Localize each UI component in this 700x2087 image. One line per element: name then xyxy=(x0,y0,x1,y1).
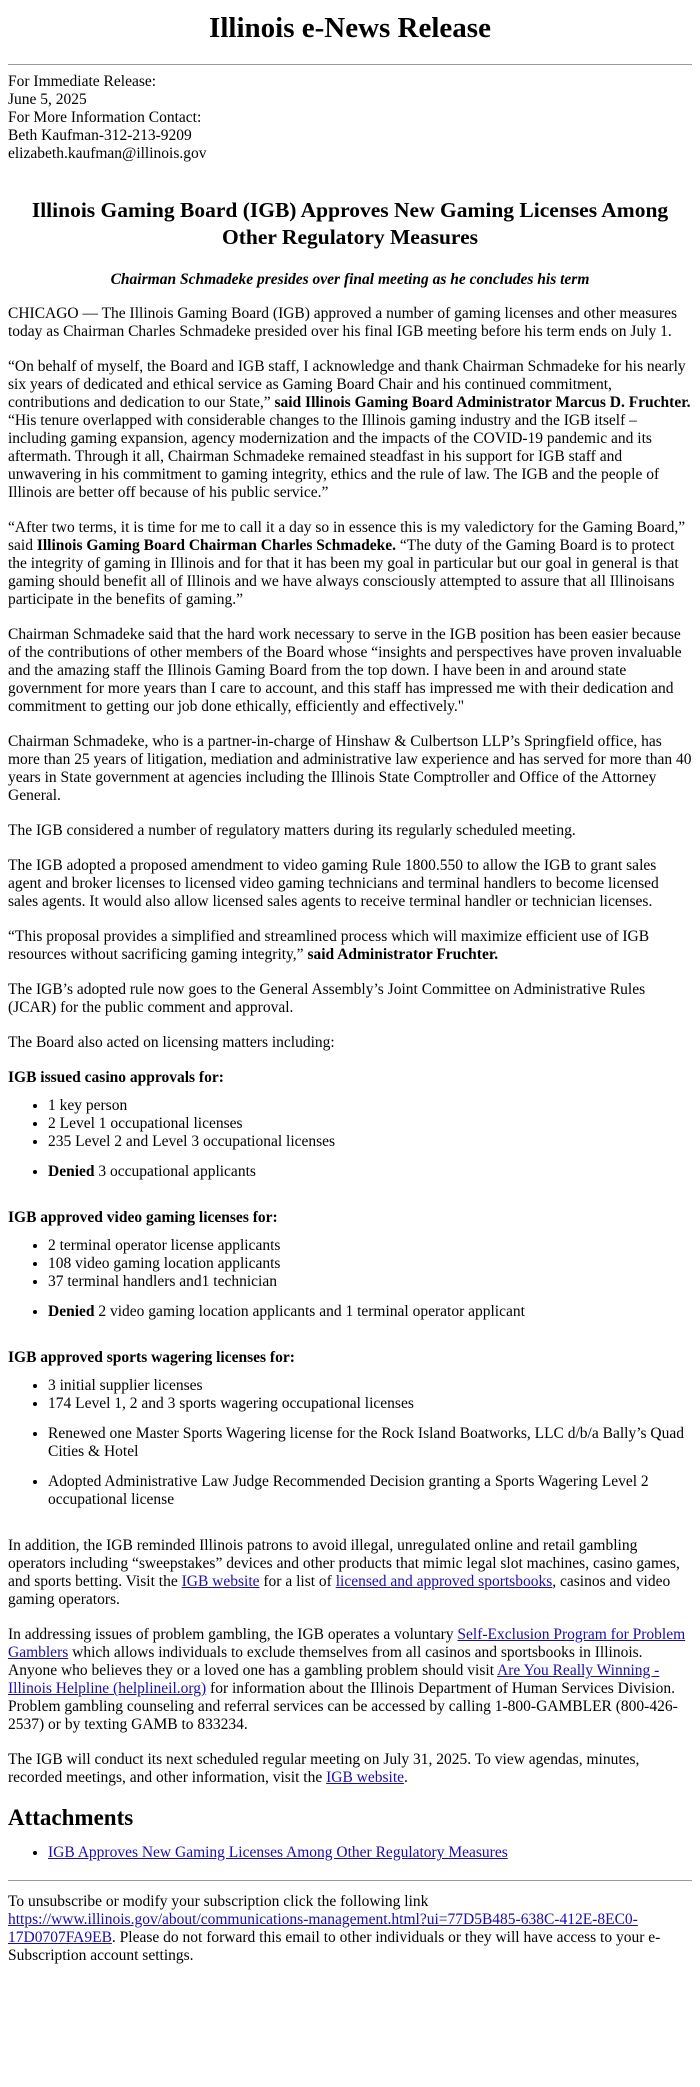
problem-gambling-paragraph xyxy=(8,1626,692,1734)
list-item: • 235 Level 2 and Level 3 occupational licenses xyxy=(48,1133,692,1151)
quote-text: “This proposal provides a simplified and streamlined process which will maximize efficient use of IGB resources without sacrificing gaming integrity,” xyxy=(8,928,650,963)
attachments-heading: Attachments xyxy=(8,1805,134,1830)
paragraph-text: for a list of xyxy=(263,1573,332,1590)
unsubscribe-paragraph xyxy=(8,1893,692,1965)
info-label: For More Information Contact: xyxy=(8,109,202,126)
contact-name: Beth Kaufman-312-213-9209 xyxy=(8,127,192,144)
attachment-item xyxy=(48,1844,692,1862)
denied-label: Denied xyxy=(48,1163,95,1180)
contact-block xyxy=(8,73,692,163)
quote-text: “The duty of the Gaming Board is to protect the integrity of gaming in Illinois and for that it has been my goal in particular but our goal in general is that gaming should benefit all of Illinois and we have always consciously attempted to assure that all Illinoisans participate in the benefits of gaming.” xyxy=(8,537,679,608)
list-item: • 174 Level 1, 2 and 3 sports wagering occupational licenses xyxy=(48,1395,692,1413)
quote-paragraph xyxy=(8,519,692,609)
paragraph-text: In addressing issues of problem gambling, the IGB operates a voluntary xyxy=(8,1626,454,1643)
list-item: • Adopted Administrative Law Judge Recommended Decision granting a Sports Wagering Level 2 occupational license xyxy=(48,1473,692,1509)
paragraph-text: for information about the Illinois Department of Human Services Division. Problem gambling counseling and referral services can be accessed by calling 1-800-GAMBLER (800-426-2537) or by texting GAMB to 833234. xyxy=(8,1680,678,1733)
attribution: said Illinois Gaming Board Administrator Marcus D. Fruchter. xyxy=(274,394,691,411)
quote-text: “On behalf of myself, the Board and IGB staff, I acknowledge and thank Chairman Schmadeke for his nearly six years of dedicated and ethical service as Gaming Board Chair and his continued commitment, contributions and dedication to our State,” xyxy=(8,358,686,411)
paragraph: The IGB considered a number of regulatory matters during its regularly scheduled meeting. xyxy=(8,822,576,839)
attachment-link[interactable]: IGB Approves New Gaming Licenses Among Other Regulatory Measures xyxy=(48,1844,508,1861)
release-date: June 5, 2025 xyxy=(8,91,87,108)
divider xyxy=(8,64,692,65)
quote-paragraph xyxy=(8,358,692,502)
helpline-link[interactable]: Are You Really Winning - Illinois Helpline (helplineil.org) xyxy=(8,1662,660,1697)
video-denied-list xyxy=(8,1303,692,1321)
paragraph-text: To unsubscribe or modify your subscription click the following link xyxy=(8,1893,429,1910)
list-item: • 3 initial supplier licenses xyxy=(48,1377,692,1395)
divider xyxy=(8,1880,692,1881)
denied-text: 2 video gaming location applicants and 1 terminal operator applicant xyxy=(98,1303,525,1320)
video-heading: IGB approved video gaming licenses for: xyxy=(8,1209,278,1226)
list-item xyxy=(48,1303,692,1321)
casino-heading: IGB issued casino approvals for: xyxy=(8,1069,224,1086)
contact-email: elizabeth.kaufman@illinois.gov xyxy=(8,145,207,162)
attachments-list xyxy=(8,1844,692,1862)
next-meeting-paragraph xyxy=(8,1751,692,1787)
release-label: For Immediate Release: xyxy=(8,73,157,90)
list-item xyxy=(48,1163,692,1181)
denied-text: 3 occupational applicants xyxy=(98,1163,256,1180)
paragraph: The IGB’s adopted rule now goes to the General Assembly’s Joint Committee on Administrative Rules (JCAR) for the public comment and approval. xyxy=(8,981,646,1016)
list-item: • 2 Level 1 occupational licenses xyxy=(48,1115,692,1133)
list-item: • 1 key person xyxy=(48,1097,692,1115)
self-exclusion-link[interactable]: Self-Exclusion Program for Problem Gamblers xyxy=(8,1626,686,1661)
sportsbooks-link[interactable]: licensed and approved sportsbooks xyxy=(335,1573,553,1590)
paragraph-text: . Please do not forward this email to other individuals or they will have access to your e-Subscription account settings. xyxy=(8,1929,661,1964)
sports-extra-list xyxy=(8,1425,692,1509)
paragraph: The Board also acted on licensing matters including: xyxy=(8,1034,335,1051)
paragraph-text: In addition, the IGB reminded Illinois patrons to avoid illegal, unregulated online and retail gambling operators including “sweepstakes” devices and other products that mimic legal slot machines, casino games, and sports betting. Visit the xyxy=(8,1537,680,1590)
video-list xyxy=(8,1237,692,1291)
paragraph-text: The IGB will conduct its next scheduled regular meeting on July 31, 2025. To view agendas, minutes, recorded meetings, and other information, visit the xyxy=(8,1751,640,1786)
unsubscribe-link[interactable]: https://www.illinois.gov/about/communications-management.html?ui=77D5B485-638C-412E-8EC0-17D0707FA9EB xyxy=(8,1911,638,1946)
list-item: • 37 terminal handlers and1 technician xyxy=(48,1273,692,1291)
igb-website-link[interactable]: IGB website xyxy=(181,1573,260,1590)
quote-paragraph xyxy=(8,928,692,964)
patron-warning-paragraph xyxy=(8,1537,692,1609)
sports-list xyxy=(8,1377,692,1413)
paragraph: CHICAGO — The Illinois Gaming Board (IGB) approved a number of gaming licenses and other measures today as Chairman Charles Schmadeke presided over his final IGB meeting before his term ends on July 1. xyxy=(8,305,678,340)
denied-label: Denied xyxy=(48,1303,95,1320)
list-item: • 108 video gaming location applicants xyxy=(48,1255,692,1273)
banner-title: Illinois e-News Release xyxy=(209,12,491,44)
paragraph-text: , casinos and video gaming operators. xyxy=(8,1573,671,1608)
subheadline: Chairman Schmadeke presides over final meeting as he concludes his term xyxy=(110,271,590,288)
igb-website-link[interactable]: IGB website xyxy=(326,1769,405,1786)
attribution: said Administrator Fruchter. xyxy=(307,946,499,963)
sports-heading: IGB approved sports wagering licenses for: xyxy=(8,1349,295,1366)
headline: Illinois Gaming Board (IGB) Approves New Gaming Licenses Among Other Regulatory Measures xyxy=(31,198,669,249)
paragraph-text: which allows individuals to exclude themselves from all casinos and sportsbooks in Illinois. Anyone who believes they or a loved one has a gambling problem should visit xyxy=(8,1644,643,1679)
paragraph: The IGB adopted a proposed amendment to video gaming Rule 1800.550 to allow the IGB to grant sales agent and broker licenses to licensed video gaming technicians and terminal handlers to become licensed sales agents. It would also allow licensed sales agents to receive terminal handler or technician licenses. xyxy=(8,857,659,910)
quote-text: “His tenure overlapped with considerable changes to the Illinois gaming industry and the IGB itself – including gaming expansion, agency modernization and the impacts of the COVID-19 pandemic and its aftermath. Through it all, Chairman Schmadeke remained steadfast in his support for IGB staff and unwavering in his commitment to gaming integrity, ethics and the rule of law. The IGB and the people of Illinois are better off because of his public service.” xyxy=(8,412,660,501)
paragraph-text: . xyxy=(404,1769,408,1786)
paragraph: Chairman Schmadeke, who is a partner-in-charge of Hinshaw & Culbertson LLP’s Springfield office, has more than 25 years of litigation, mediation and administrative law experience and has served for more than 40 years in State government at agencies including the Illinois State Comptroller and Office of the Attorney General. xyxy=(8,733,692,804)
casino-denied-list xyxy=(8,1163,692,1181)
paragraph: Chairman Schmadeke said that the hard work necessary to serve in the IGB position has been easier because of the contributions of other members of the Board whose “insights and perspectives have proven invaluable and the amazing staff the Illinois Gaming Board from the top down. I have been in and around state government for more years than I care to account, and this staff has impressed me with their dedication and commitment to getting our job done ethically, efficiently and effectively." xyxy=(8,626,682,715)
list-item: • 2 terminal operator license applicants xyxy=(48,1237,692,1255)
attribution: Illinois Gaming Board Chairman Charles Schmadeke. xyxy=(36,537,396,554)
list-item: • Renewed one Master Sports Wagering license for the Rock Island Boatworks, LLC d/b/a Bally’s Quad Cities & Hotel xyxy=(48,1425,692,1461)
casino-list xyxy=(8,1097,692,1151)
quote-text: “After two terms, it is time for me to call it a day so in essence this is my valedictory for the Gaming Board,” said xyxy=(8,519,686,554)
